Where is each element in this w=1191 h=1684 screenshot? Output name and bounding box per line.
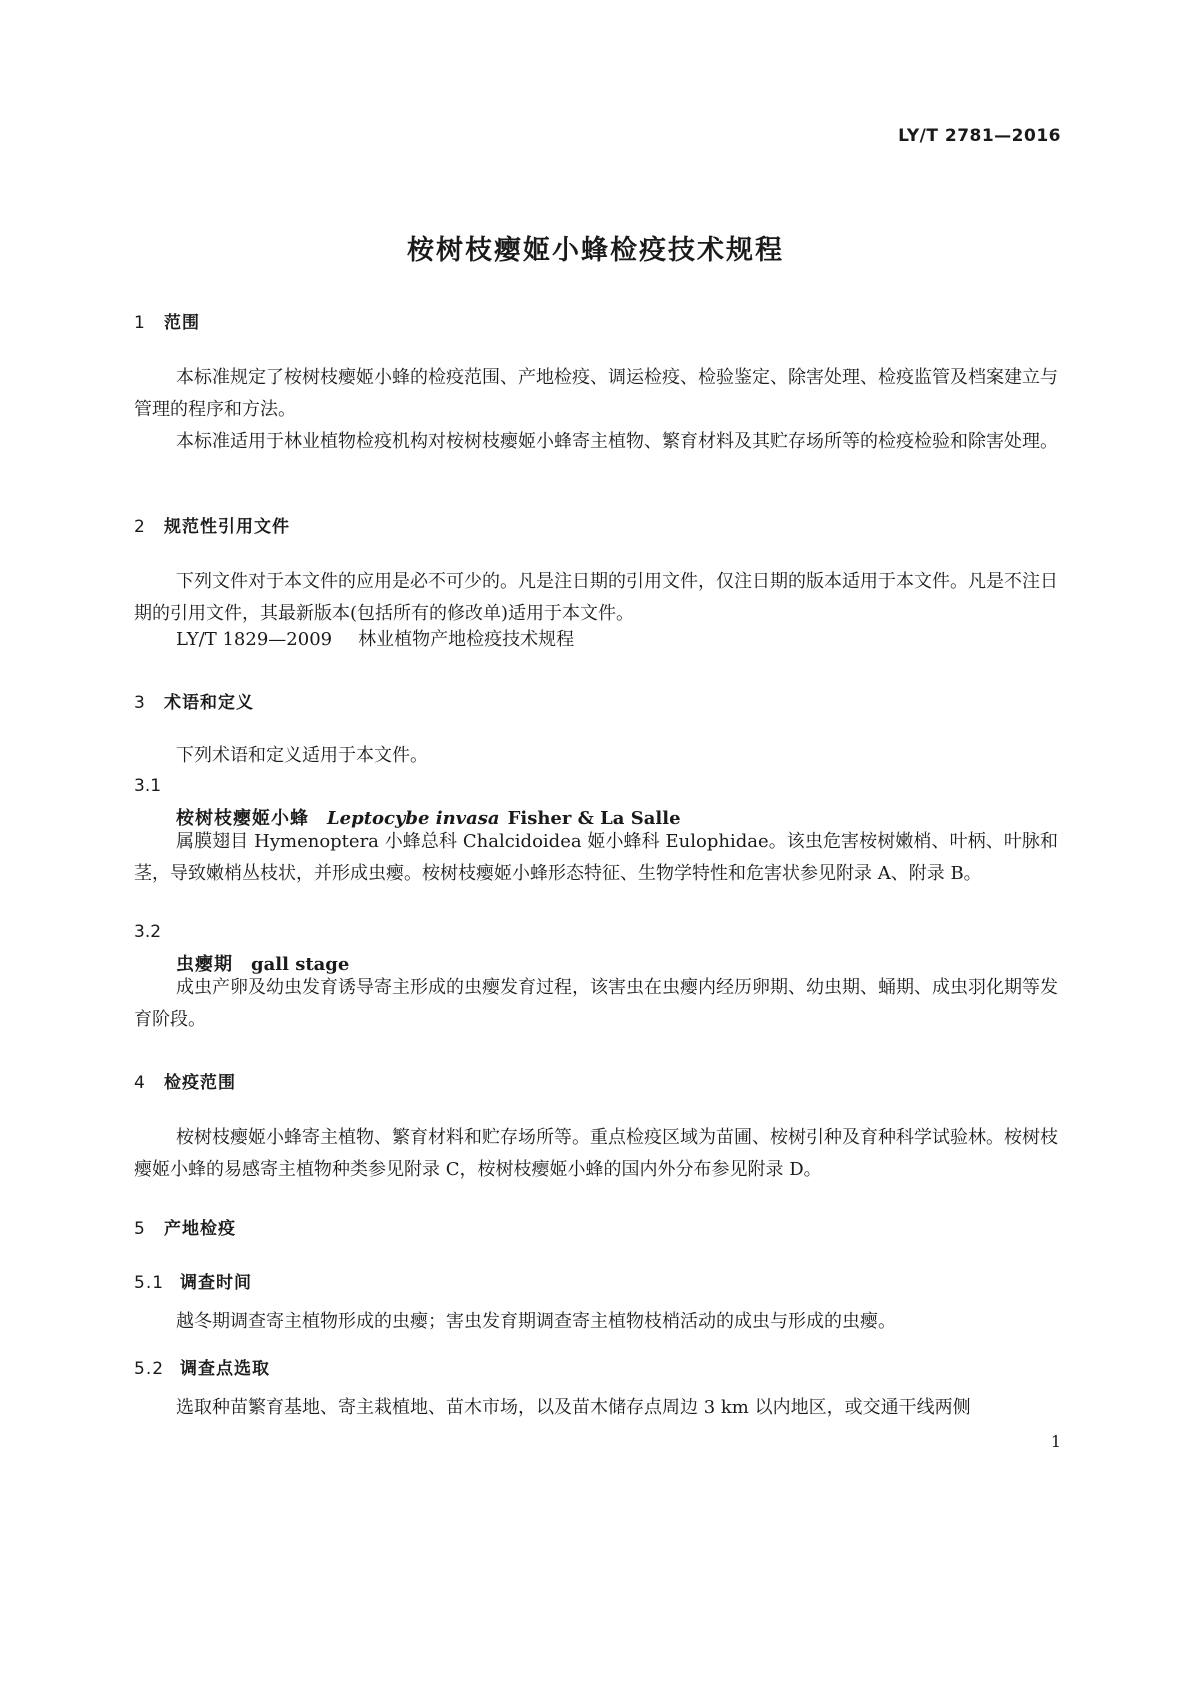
standard-code: LY/T 2781—2016 <box>898 126 1061 146</box>
subsection-number: 5.1 <box>134 1273 165 1293</box>
section-number: 4 <box>134 1073 146 1093</box>
subsection-5-2-heading <box>134 1354 270 1379</box>
term-latin-name: Leptocybe invasa <box>327 808 500 829</box>
section-2-heading <box>134 512 290 537</box>
reference-title: 林业植物产地检疫技术规程 <box>358 629 575 650</box>
reference-code: LY/T 1829—2009 <box>176 629 333 650</box>
section-1-heading <box>134 308 200 333</box>
section-2-paragraph-1: 下列文件对于本文件的应用是必不可少的。凡是注日期的引用文件，仅注日期的版本适用于本文件。凡是不注日期的引用文件，其最新版本(包括所有的修改单)适用于本文件。 <box>134 571 1058 624</box>
subsection-title: 调查点选取 <box>180 1359 270 1379</box>
section-number: 2 <box>134 517 146 537</box>
term-number: 3.2 <box>134 922 162 942</box>
term-chinese: 桉树枝瘿姬小蜂 <box>176 808 309 829</box>
section-number: 3 <box>134 693 146 713</box>
section-number: 1 <box>134 313 146 333</box>
section-5-heading <box>134 1214 236 1239</box>
section-title: 术语和定义 <box>164 693 254 713</box>
section-3-paragraph-1: 下列术语和定义适用于本文件。 <box>176 745 428 766</box>
subsection-5-2-paragraph: 选取种苗繁育基地、寄主栽植地、苗木市场，以及苗木储存点周边 3 km 以内地区，或交通干线两侧 <box>176 1397 971 1418</box>
section-1-paragraph-2: 本标准适用于林业植物检疫机构对桉树枝瘿姬小蜂寄主植物、繁育材料及其贮存场所等的检疫检验和除害处理。 <box>176 431 1058 452</box>
section-3-heading <box>134 688 254 713</box>
term-definition: 成虫产卵及幼虫发育诱导寄主形成的虫瘿发育过程，该害虫在虫瘿内经历卵期、幼虫期、蛹期、成虫羽化期等发育阶段。 <box>134 977 1058 1030</box>
subsection-number: 5.2 <box>134 1359 165 1379</box>
term-english: gall stage <box>251 954 350 975</box>
term-author: Fisher & La Salle <box>507 808 681 829</box>
term-definition: 属膜翅目 Hymenoptera 小蜂总科 Chalcidoidea 姬小蜂科 Eulophidae。该虫危害桉树嫩梢、叶柄、叶脉和茎，导致嫩梢丛枝状，并形成虫瘿。桉树枝瘿姬小蜂形态特征、生物学特性和危害状参见附录 A、附录 B。 <box>134 831 1058 884</box>
section-title: 规范性引用文件 <box>164 517 290 537</box>
term-chinese: 虫瘿期 <box>176 954 233 975</box>
term-number: 3.1 <box>134 776 162 796</box>
section-title: 检疫范围 <box>164 1073 236 1093</box>
section-title: 范围 <box>164 313 200 333</box>
section-4-heading <box>134 1068 236 1093</box>
page-number: 1 <box>1050 1432 1061 1451</box>
subsection-5-1-paragraph: 越冬期调查寄主植物形成的虫瘿；害虫发育期调查寄主植物枝梢活动的成虫与形成的虫瘿。 <box>176 1311 896 1332</box>
subsection-title: 调查时间 <box>180 1273 252 1293</box>
subsection-5-1-heading <box>134 1268 252 1293</box>
page-title: 桉树枝瘿姬小蜂检疫技术规程 <box>407 235 784 266</box>
section-1-paragraph-1: 本标准规定了桉树枝瘿姬小蜂的检疫范围、产地检疫、调运检疫、检验鉴定、除害处理、检疫监管及档案建立与管理的程序和方法。 <box>134 367 1058 420</box>
section-number: 5 <box>134 1219 146 1239</box>
section-4-paragraph-1: 桉树枝瘿姬小蜂寄主植物、繁育材料和贮存场所等。重点检疫区域为苗圃、桉树引种及育种科学试验林。桉树枝瘿姬小蜂的易感寄主植物种类参见附录 C，桉树枝瘿姬小蜂的国内外分布参见附录 D。 <box>134 1127 1058 1180</box>
section-title: 产地检疫 <box>164 1219 236 1239</box>
normative-reference <box>176 624 574 656</box>
